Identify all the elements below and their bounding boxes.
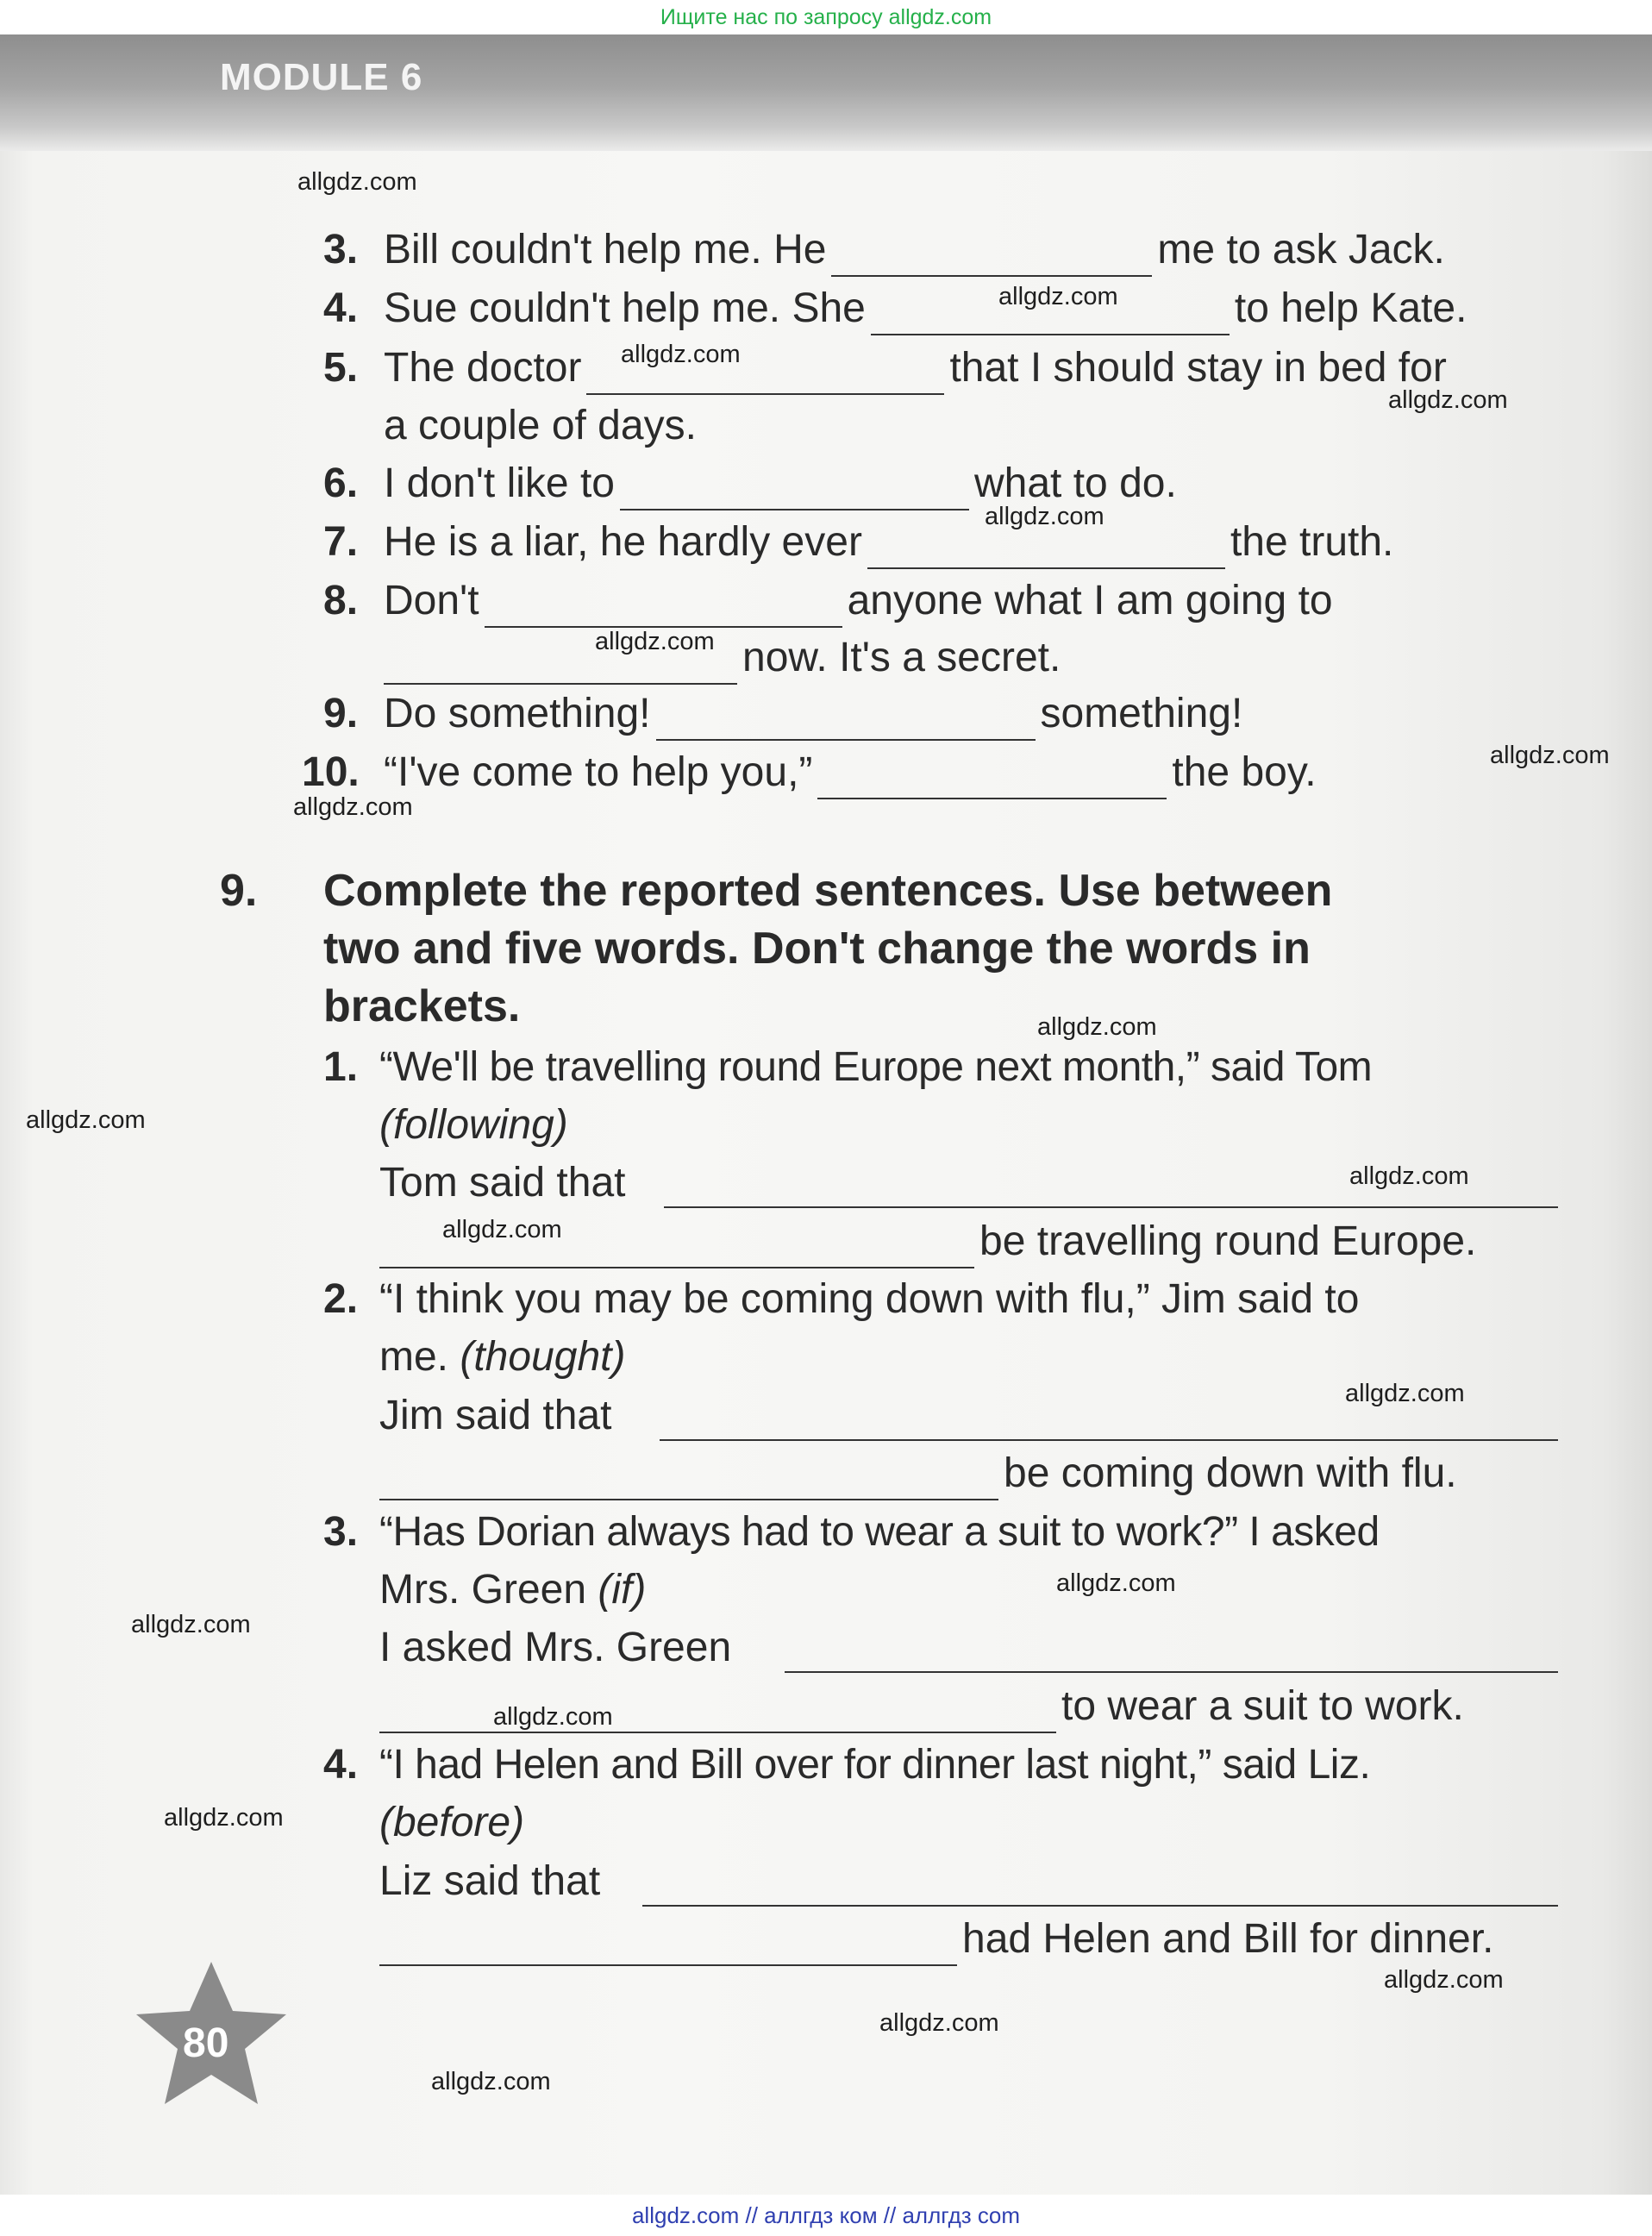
task-instruction <box>323 862 1558 919</box>
sentence-text: had Helen and Bill for dinner. <box>962 1916 1494 1962</box>
sentence-text: to help Kate. <box>1234 285 1467 331</box>
task-number: 9. <box>220 866 258 916</box>
exercise-line: “Has Dorian always had to wear a suit to work?” I asked <box>379 1509 1380 1555</box>
sentence-text: to wear a suit to work. <box>1061 1683 1464 1729</box>
watermark: allgdz.com <box>998 283 1118 310</box>
watermark: allgdz.com <box>26 1106 146 1134</box>
sentence-text: The doctor <box>384 345 582 391</box>
sentence-text: Sue couldn't help me. She <box>384 285 866 331</box>
keyword: (if) <box>598 1567 647 1613</box>
exercise-line <box>384 687 1558 741</box>
item-number: 9. <box>323 691 359 736</box>
sentence-text: I asked Mrs. Green <box>379 1625 732 1670</box>
exercise-line <box>384 746 1558 799</box>
watermark: allgdz.com <box>1056 1569 1176 1597</box>
watermark: allgdz.com <box>131 1611 251 1638</box>
task-instruction-line: brackets. <box>323 981 521 1031</box>
exercise-line <box>379 1855 1558 1908</box>
watermark: allgdz.com <box>431 2068 551 2095</box>
answer-blank[interactable] <box>642 1905 1558 1907</box>
top-banner[interactable]: Ищите нас по запросу allgdz.com <box>0 0 1652 34</box>
sentence-text: me. <box>379 1334 449 1380</box>
sentence-text: Bill couldn't help me. He <box>384 227 827 272</box>
answer-blank[interactable] <box>831 232 1152 277</box>
watermark: allgdz.com <box>1384 1966 1504 1994</box>
item-number: 6. <box>323 460 359 506</box>
module-title: MODULE 6 <box>220 56 423 98</box>
keyword: (following) <box>379 1102 568 1148</box>
watermark: allgdz.com <box>1388 386 1508 414</box>
sentence-text: I don't like to <box>384 460 615 506</box>
sentence-text: what to do. <box>973 460 1177 506</box>
sentence-text: Liz said that <box>379 1858 601 1904</box>
answer-blank[interactable] <box>656 696 1036 741</box>
sentence-text: Tom said that <box>379 1160 626 1206</box>
exercise-line <box>384 516 1558 569</box>
sentence-text: He is a liar, he hardly ever <box>384 519 862 565</box>
answer-blank[interactable] <box>664 1206 1558 1208</box>
watermark: allgdz.com <box>1345 1380 1465 1407</box>
watermark: allgdz.com <box>442 1216 562 1243</box>
answer-blank[interactable] <box>379 1456 998 1500</box>
bottom-banner[interactable]: allgdz.com // аллгдз ком // аллгдз com <box>0 2195 1652 2236</box>
exercise-line <box>384 282 1558 335</box>
sentence-text: Jim said that <box>379 1393 612 1438</box>
sentence-text: be coming down with flu. <box>1004 1450 1457 1496</box>
answer-blank[interactable] <box>379 1921 957 1966</box>
task-instruction-line: two and five words. Don't change the words in <box>323 924 1311 974</box>
sentence-text: Mrs. Green <box>379 1567 587 1613</box>
task-instruction <box>323 920 1558 977</box>
item-number: 1. <box>323 1044 359 1090</box>
sentence-text: the boy. <box>1172 749 1317 795</box>
exercise-line <box>384 341 1558 395</box>
watermark: allgdz.com <box>879 2009 999 2037</box>
item-number: 3. <box>323 227 359 272</box>
sentence-text: “I think you may be coming down with flu,” Jim said to <box>379 1276 1360 1322</box>
item-number: 7. <box>323 519 359 565</box>
item-number: 4. <box>323 285 359 331</box>
answer-blank[interactable] <box>485 583 842 628</box>
keyword: (thought) <box>460 1334 626 1380</box>
exercise-line <box>384 574 1558 628</box>
item-number: 4. <box>323 1742 359 1788</box>
watermark: allgdz.com <box>297 168 417 196</box>
sentence-text: the truth. <box>1230 519 1394 565</box>
answer-blank[interactable] <box>817 755 1167 799</box>
sentence-text: Don't <box>384 578 479 623</box>
keyword: (before) <box>379 1800 525 1845</box>
item-number: 8. <box>323 578 359 623</box>
exercise-line: “I had Helen and Bill over for dinner last night,” said Liz. <box>379 1742 1371 1788</box>
sentence-text: Do something! <box>384 691 651 736</box>
watermark: allgdz.com <box>595 628 715 655</box>
sentence-text: now. It's a secret. <box>742 635 1061 680</box>
item-number: 3. <box>323 1509 359 1555</box>
exercise-line <box>379 1563 1558 1617</box>
task-instruction-line: Complete the reported sentences. Use between <box>323 866 1333 916</box>
exercise-line <box>379 1621 1558 1675</box>
item-number: 5. <box>323 345 359 391</box>
watermark: allgdz.com <box>621 341 741 368</box>
item-number: 10. <box>302 749 360 795</box>
exercise-line <box>379 1447 1558 1500</box>
exercise-line <box>384 631 1558 685</box>
watermark: allgdz.com <box>1349 1162 1469 1190</box>
answer-blank[interactable] <box>660 1439 1558 1441</box>
task-instruction <box>323 978 1558 1035</box>
sentence-text: “I've come to help you,” <box>384 749 813 795</box>
watermark: allgdz.com <box>164 1804 284 1832</box>
exercise-line: “We'll be travelling round Europe next month,” said Tom <box>379 1044 1373 1090</box>
item-number: 2. <box>323 1276 359 1322</box>
sentence-text: be travelling round Europe. <box>979 1218 1477 1264</box>
exercise-line: a couple of days. <box>384 403 697 448</box>
sentence-text: anyone what I am going to <box>847 578 1333 623</box>
answer-blank[interactable] <box>785 1671 1558 1673</box>
watermark: allgdz.com <box>293 793 413 821</box>
watermark: allgdz.com <box>985 503 1104 530</box>
exercise-line <box>384 223 1558 277</box>
page-number: 80 <box>183 2020 229 2066</box>
sentence-text: me to ask Jack. <box>1157 227 1445 272</box>
sentence-text: that I should stay in bed for <box>949 345 1447 391</box>
watermark: allgdz.com <box>1490 742 1610 769</box>
sentence-text: something! <box>1040 691 1243 736</box>
exercise-line <box>384 457 1558 510</box>
answer-blank[interactable] <box>379 1688 1056 1733</box>
answer-blank[interactable] <box>620 466 969 510</box>
exercise-line <box>379 1331 1558 1384</box>
exercise-line <box>379 1913 1558 1966</box>
watermark: allgdz.com <box>493 1703 613 1731</box>
watermark: allgdz.com <box>1037 1013 1157 1041</box>
exercise-line <box>379 1273 1558 1326</box>
